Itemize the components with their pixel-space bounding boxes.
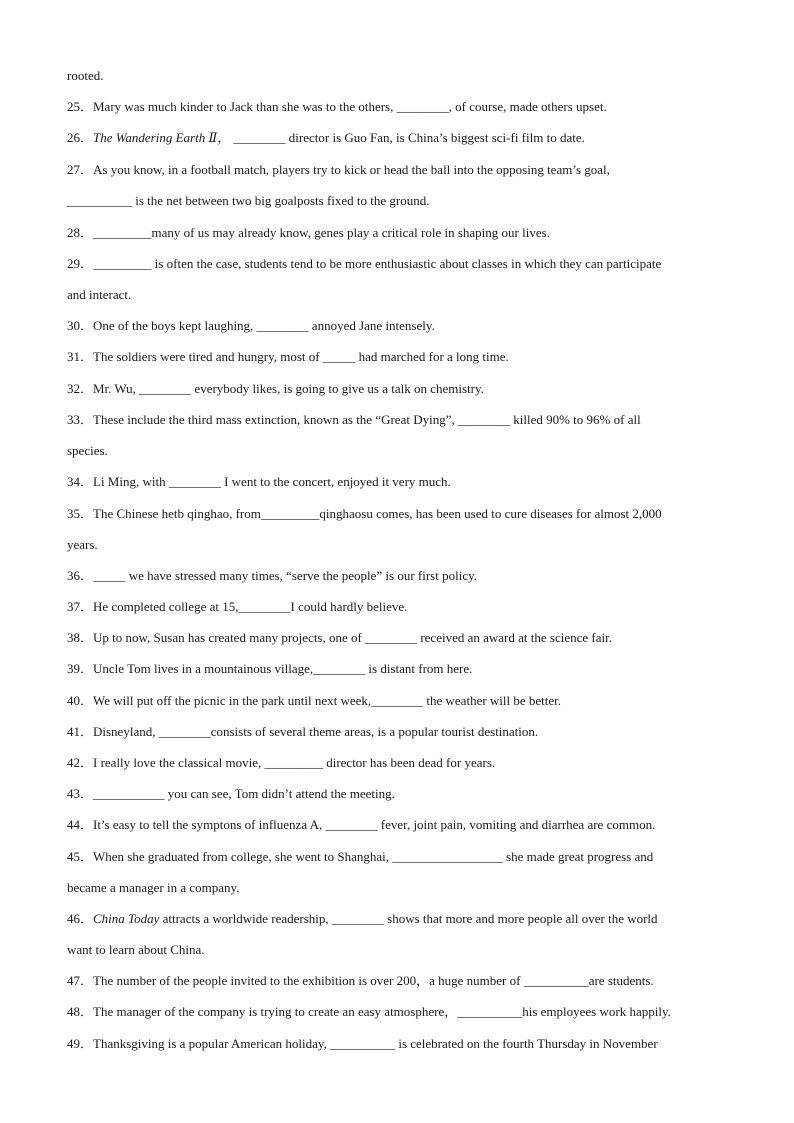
question-34: 34．Li Ming, with ________ I went to the concert, enjoyed it very much.: [67, 474, 451, 489]
question-25: 25．Mary was much kinder to Jack than she was to the others, ________, of course, made others upset.: [67, 99, 607, 114]
question-44: 44．It’s easy to tell the symptons of influenza A, ________ fever, joint pain, vomiting and diarrhea are common.: [67, 817, 656, 832]
film-title: The Wandering Earth Ⅱ: [93, 130, 218, 145]
question-27: 27．As you know, in a football match, players try to kick or head the ball into the opposing team’s goal,: [67, 162, 610, 177]
question-48: 48．The manager of the company is trying to create an easy atmosphere，__________his employees work happily.: [67, 1004, 671, 1019]
question-45: 45．When she graduated from college, she went to Shanghai, _________________ she made great progress and: [67, 849, 654, 864]
question-45-continued: became a manager in a company.: [67, 880, 240, 895]
question-42: 42．I really love the classical movie, _________ director has been dead for years.: [67, 755, 496, 770]
magazine-title: China Today: [93, 911, 160, 926]
question-46: [67, 911, 727, 927]
question-37: 37．He completed college at 15,________I could hardly believe.: [67, 599, 408, 614]
question-29-continued: and interact.: [67, 287, 132, 302]
question-30: 30．One of the boys kept laughing, ________ annoyed Jane intensely.: [67, 318, 435, 333]
text-line: rooted.: [67, 68, 104, 83]
question-43: 43．___________ you can see, Tom didn’t attend the meeting.: [67, 786, 395, 801]
question-32: 32．Mr. Wu, ________ everybody likes, is going to give us a talk on chemistry.: [67, 381, 484, 396]
question-28: 28．_________many of us may already know, genes play a critical role in shaping our lives.: [67, 225, 550, 240]
question-36: 36．_____ we have stressed many times, “serve the people” is our first policy.: [67, 568, 477, 583]
question-49: 49．Thanksgiving is a popular American holiday, __________ is celebrated on the fourth Thursday in November: [67, 1036, 658, 1051]
question-text: ， ________ director is Guo Fan, is China’s biggest sci-fi film to date.: [217, 130, 585, 145]
question-text: attracts a worldwide readership, ________ shows that more and more people all over the world: [159, 911, 658, 926]
question-46-continued: want to learn about China.: [67, 942, 205, 957]
question-39: 39．Uncle Tom lives in a mountainous village,________ is distant from here.: [67, 661, 473, 676]
question-number: 26．: [67, 130, 94, 145]
question-33: 33．These include the third mass extinction, known as the “Great Dying”, ________ killed 90% to 96% of all: [67, 412, 641, 427]
question-33-continued: species.: [67, 443, 108, 458]
question-31: 31．The soldiers were tired and hungry, most of _____ had marched for a long time.: [67, 349, 509, 364]
question-47: 47．The number of the people invited to the exhibition is over 200，a huge number of __________are students.: [67, 973, 654, 988]
question-number: 46．: [67, 911, 94, 926]
question-38: 38．Up to now, Susan has created many projects, one of ________ received an award at the science fair.: [67, 630, 612, 645]
question-35: 35．The Chinese hetb qinghao, from_________qinghaosu comes, has been used to cure diseases for almost 2,000: [67, 506, 662, 521]
question-26: [67, 130, 727, 146]
question-41: 41．Disneyland, ________consists of several theme areas, is a popular tourist destination.: [67, 724, 539, 739]
question-40: 40．We will put off the picnic in the park until next week,________ the weather will be better.: [67, 693, 562, 708]
question-29: 29．_________ is often the case, students tend to be more enthusiastic about classes in which they can participate: [67, 256, 662, 271]
question-27-continued: __________ is the net between two big goalposts fixed to the ground.: [67, 193, 430, 208]
question-35-continued: years.: [67, 537, 98, 552]
